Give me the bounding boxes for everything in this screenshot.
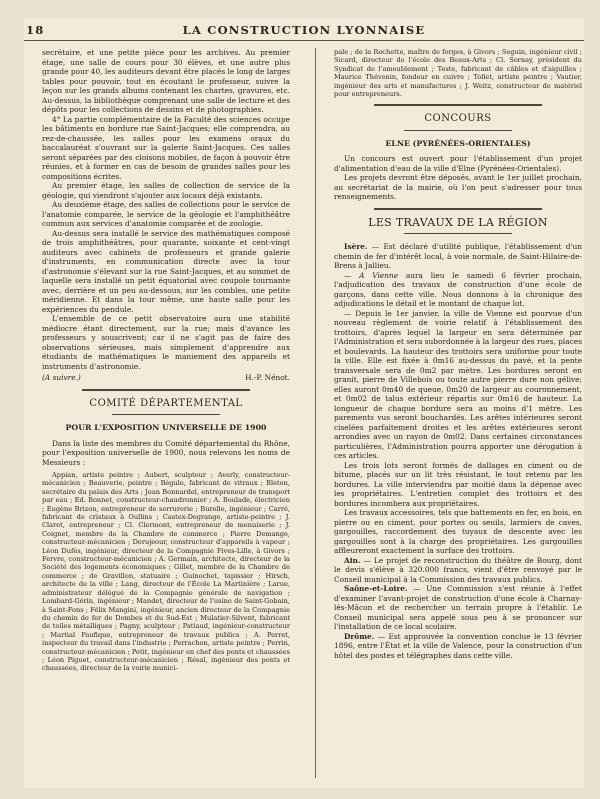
author-name: H.-P. Nénot. [245, 373, 290, 382]
news-text: — Le projet de reconstruction du théâtre de Bourg, dont le devis s'élève à 320.000 francs, vient d'être renvoyé par le Conseil municipal à la Commission des travaux publics. [334, 555, 582, 584]
title-rule [404, 130, 512, 131]
column-divider [315, 48, 316, 778]
paragraph: Un concours est ouvert pour l'établissement d'un projet d'alimentation d'eau de la ville d'Elne (Pyrénées-Orientales). [334, 154, 582, 173]
news-item-vienne [334, 271, 582, 309]
member-list: Appian, artiste peintre ; Aubert, sculpteur ; Averly, constructeur-mécanicien ; Beauverie, peintre ; Bégule, fabricant de vitraux ; Bleton, secrétaire du palais des Arts ; Jean Bonnardel, entrepreneur de transport par eau ; Ed. Bonnet, constructeur-chaudronnier ; A. Boulade, électricien ; Eugène Brizon, entrepreneur de serrurerie ; Burelle, ingénieur ; Carré, fabricant de cristaux à Oullins ; Castex-Degrange, artiste-peintre ; J. Claret, entrepreneur ; Cl. Clermont, entrepreneur de menuiserie ; J. Coignet, membre de la Chambre de commerce ; Pierre Demange, constructeur-mécanicien ; Derujeour, constructeur d'appareils à vapeur ; Léon Dufès, ingénieur, directeur de la Compagnie Fives-Lille, à Givors ; Fervre, constructeur-mécanicien ; A. Germain, architecte, directeur de la Société des logements économiques ; Gillet, membre de la Chambre de commerce ; de Gravillon, statuaire ; Guinochet, tapissier ; Hirsch, architecte de la ville ; Lang, directeur de l'École La Martinière ; Larue, administrateur délégué de la Compagnie générale de navigation ; Lombard-Gérin, ingénieur ; Mandet, directeur de l'usine de Saint-Gobain, à Saint-Fons ; Félix Mangini, ingénieur, ancien directeur de la Compagnie du chemin de fer de Dombes et du Sud-Est ; Mulatier-Silvent, fabricant de toiles métalliques ; Pagny, sculpteur ; Patiaud, ingénieur-constructeur ; Martial Paufique, entrepreneur de travaux publics ; A. Perret, inspecteur du travail dans l'industrie ; Perrachon, artiste peintre ; Perrin, constructeur-mécanicien ; Petit, ingénieur en chef des ponts et chaussées ; Léon Piguet, constructeur-mécanicien ; Résal, ingénieur des ponts et chaussées, directeur de la voirie munici- [42, 471, 290, 673]
title-rule [112, 414, 220, 415]
paragraph: Les travaux accessoires, tels que battements en fer, en bois, en pierre ou en ciment, pour portes ou seuils, larmiers de caves, gargouilles, raccordement des tuyaux de descente avec les gargouilles sont à la charge des propriétaires. Les gargouilles affleureront exactement la surface des trottoirs. [334, 508, 582, 556]
paragraph: Au deuxième étage, des salles de collections pour le service de l'anatomie comparée, le service de la géologie et l'amphithéâtre commun aux services d'anatomie comparée et de zoologie. [42, 200, 290, 228]
paragraph: 4° La partie complémentaire de la Faculté des sciences occupe les bâtiments en bordure rue Saint-Jacques; elle comprendra, au rez-de-chaussée, les salles pour les examens oraux du baccalauréat s'ouvrant sur la galerie Saint-Jacques. Ces salles seront séparées par des cloisons mobiles, de façon à pouvoir être réunies, et à former en cas de besoin de grandes salles pour les compositions écrites. [42, 114, 290, 181]
continuation-note: (A suivre.) [42, 373, 81, 382]
city-label: — A Vienne [344, 270, 399, 280]
news-item-drome [334, 632, 582, 661]
section-intro: Dans la liste des membres du Comité départemental du Rhône, pour l'exposition universelle de 1900, nous relevons les noms de Messieurs : [42, 438, 290, 467]
news-text: aura lieu le samedi 6 février prochain, l'adjudication des travaux de construction d'une école de garçons, dans cette ville. Nous donnons à la chronique des adjudications le détail et le montant de chaque lot. [334, 270, 582, 309]
section-divider [374, 104, 542, 106]
paragraph: Les trois lots seront formés de dallages en ciment ou de bitume, placés sur un lit très résistant, le tout retenu par les bordures. La ville interviendra par moitié dans la dépense avec les propriétaires. L'entretien complet des trottoirs et des bordures incombera aux propriétaires. [334, 460, 582, 508]
paragraph: Au premier étage, les salles de collection de service de la géologie, qui viendront s'ajouter aux locaux déjà existants. [42, 181, 290, 200]
paragraph: secrétaire, et une petite pièce pour les archives. Au premier étage, une salle de cours pour 30 élèves, et une autre plus grande pour 40, les auditeurs devant être placés le long de larges tables pour pouvoir, tout en écoutant le professeur, suivre la leçon sur les grands albums contenant les chartes, gravures, etc. Au-dessus, la bibliothèque comprenant une salle de lecture et des dépôts pour les collections de dessins et de photographies. [42, 48, 290, 114]
page-number: 18 [26, 23, 45, 37]
region-label: Saône-et-Loire. [344, 584, 408, 594]
paragraph: Les projets devront être déposés, avant le 1er juillet prochain, au secrétariat de la mairie, où l'on peut s'adresser pour tous renseignements. [334, 173, 582, 202]
section-divider [374, 208, 542, 210]
journal-page [24, 18, 584, 788]
news-text: — Est approuvée la convention conclue le 13 février 1896, entre l'État et la ville de Valence, pour la construction d'un hôtel des postes et télégraphes dans cette ville. [334, 631, 582, 660]
news-text: — Une Commission s'est réunie à l'effet d'examiner l'avant-projet de construction d'une école à Charnay-lès-Mâcon et de rechercher un terrain propre à l'établir. Le Conseil municipal sera appelé sous peu à se prononcer sur l'installation de ce local scolaire. [334, 584, 582, 632]
region-label: Drôme. [344, 631, 375, 641]
section-divider [82, 389, 250, 391]
region-label: Ain. [344, 555, 361, 565]
region-label: Isère. [344, 242, 368, 252]
section-title-concours: CONCOURS [424, 113, 492, 125]
news-item-saone-et-loire [334, 584, 582, 632]
news-item-ain [334, 556, 582, 585]
news-text: — Est déclaré d'utilité publique, l'établissement d'un chemin de fer d'intérêt local, à voie normale, de Saint-Hilaire-de-Brens à Jallieu. [334, 242, 582, 271]
paragraph: L'ensemble de ce petit observatoire aura une stabilité médiocre étant directement, sur la rue; mais d'avance les professeurs y souscrivent; car il ne s'agit pas de faire des observations sérieuses, mais simplement d'apprendre aux étudiants de mathématiques le maniement des appareils et instruments d'astronomie. [42, 314, 290, 371]
journal-title: LA CONSTRUCTION LYONNAISE [182, 23, 426, 37]
member-list-continued: pale ; de la Rochette, maître de forges, à Givors ; Seguin, ingénieur civil ; Sicard, directeur de l'école des Beaux-Arts ; Cl. Sornay, président du Syndicat de l'ameublement ; Teste, fabricant de câbles et d'aiguilles ; Maurice Thévenin, fondeur en cuivre ; Tollet, artiste peintre ; Vautier, ingénieur des arts et manufactures ; J. Weitz, constructeur de matériel pour entrepreneurs. [334, 48, 582, 99]
news-item-vienne-voirie: — Depuis le 1er janvier, la ville de Vienne est pourvue d'un nouveau règlement de voirie relatif à l'établissement des trottoirs, d'après lequel la largeur en sera déterminée par l'Administration et sera subordonnée à la largeur des rues, places et boulevards. La hauteur des trottoirs sera uniforme pour toute la ville. Elle est fixée à 0m16 au-dessus du pavé, et la pente transversale sera de 0m2 par mètre. Les bordures seront en granit, pierre de Villebois ou toute autre pierre dure non gélive; elles auront 0m40 de queue, 0m20 de largeur au couronnement, et 0m02 de talus extérieur répartis sur 0m16 de hauteur. La longueur de chaque bordure sera au moins d'1 mètre. Les parements vus seront bouchardés. Les arêtes intérieures seront ciselées parfaitement droites et les arêtes extérieures seront arrondies avec un rayon de 0m02. Dans certaines circonstances particulières, l'Administration pourra apporter une dérogation à ces articles. [334, 308, 582, 461]
concours-subtitle: ELNE (PYRÉNÉES-ORIENTALES) [385, 138, 531, 148]
left-column [42, 48, 290, 778]
section-title: COMITÉ DÉPARTEMENTAL [89, 397, 243, 409]
section-title-travaux: LES TRAVAUX DE LA RÉGION [368, 215, 548, 229]
page-header [24, 18, 584, 41]
title-rule [404, 233, 512, 234]
article-signature [42, 373, 290, 383]
paragraph: Au-dessus sera installé le service des mathématiques composé de trois amphithéâtres, pour quarante, soixante et cent-vingt auditeurs avec cabinets de professeurs et grande galerie d'instruments, en communication directe avec la tour d'astronomie s'élevant sur la rue Saint-Jacques, et au sommet de laquelle sera installé un petit équatorial avec coupole tournante avec, derrière et un peu au-dessous, sur les combles, une petite méridienne. Et dans la tour même, une haute salle pour les expériences du pendule. [42, 228, 290, 314]
section-subtitle: POUR L'EXPOSITION UNIVERSELLE DE 1900 [65, 423, 267, 432]
news-item-isere [334, 242, 582, 271]
right-column [334, 48, 582, 778]
